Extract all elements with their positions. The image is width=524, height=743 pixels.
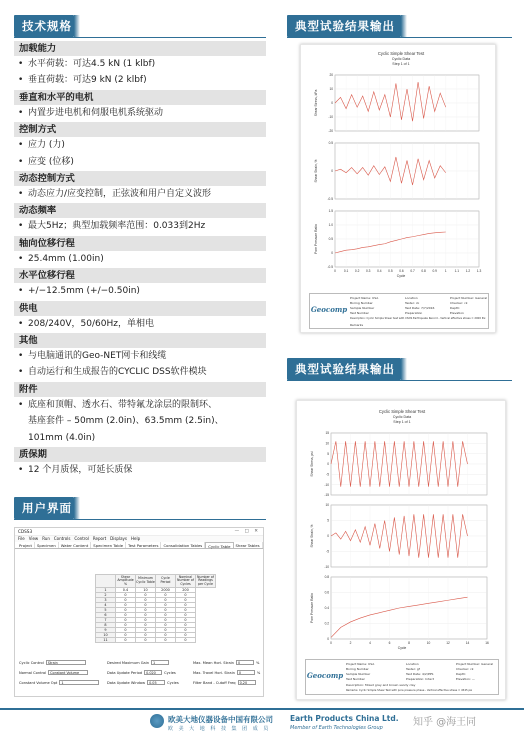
y-axis-label: Shear Strain, % xyxy=(314,159,318,183)
info-location: Location xyxy=(406,662,419,666)
y-tick-label: -10 xyxy=(324,482,329,487)
company-subtitle-cn: 欧 美 大 地 科 技 集 团 成 员 xyxy=(168,726,271,732)
software-screenshot xyxy=(14,527,264,697)
grid-cell[interactable]: 0 xyxy=(156,613,176,618)
y-tick-label: 0 xyxy=(327,637,329,642)
ui-field-input[interactable]: 1 xyxy=(59,680,99,685)
info-description: Description: Mixed gray and brown sandy clay xyxy=(346,683,416,687)
info-preparation: Preparation: Intact xyxy=(406,677,434,681)
spec-section-title: 轴向位移行程 xyxy=(14,236,266,251)
watermark: 知乎 @海王同 xyxy=(413,717,477,728)
ui-menu-item[interactable]: Displays xyxy=(110,536,127,541)
x-tick-label: 6 xyxy=(388,641,391,645)
company-name-cn: 欧美大地仪器设备中国有限公司 xyxy=(168,715,273,724)
spec-item-continuation: 101mm (4.0in) xyxy=(28,432,96,443)
results-header-2-divider xyxy=(287,380,512,381)
y-tick-label: 0 xyxy=(327,462,329,467)
y-tick-label: 0.6 xyxy=(324,590,329,595)
grid-row-index: 6 xyxy=(96,613,116,618)
chart-subtitle: Step 1 of 1 xyxy=(392,62,410,66)
x-tick-label: 0.6 xyxy=(399,269,404,273)
y-tick-label: 0.2 xyxy=(324,621,329,626)
chart-subtitle: Cyclic Data xyxy=(391,57,411,61)
company-subtitle-en: Member of Earth Technologies Group xyxy=(290,725,383,731)
x-tick-label: 0.9 xyxy=(432,269,437,273)
ui-titlebar xyxy=(15,528,263,536)
x-tick-label: 0.3 xyxy=(366,269,371,273)
ui-tab[interactable]: Specimen Table xyxy=(91,542,126,548)
y-tick-label: 0.5 xyxy=(328,141,333,146)
y-tick-label: 0 xyxy=(331,169,333,174)
grid-cell[interactable]: 0 xyxy=(156,608,176,613)
grid-cell[interactable]: 0 xyxy=(156,618,176,623)
x-tick-label: 1.1 xyxy=(454,269,460,273)
ui-field-unit: % xyxy=(255,660,260,665)
spec-section-title: 控制方式 xyxy=(14,122,266,137)
spec-item: • 水平荷载：可达4.5 kN (1 klbf) xyxy=(14,56,266,72)
grid-cell[interactable]: 0 xyxy=(156,598,176,603)
info-test-number: Test Number xyxy=(350,311,369,315)
ui-header: 用户界面 xyxy=(14,497,74,519)
spec-item: • 应力 (力) xyxy=(14,137,266,153)
chart-subtitle: Step 1 of 1 xyxy=(393,420,411,424)
ui-menu-item[interactable]: Control xyxy=(74,536,89,541)
ui-field xyxy=(107,680,179,685)
ui-field-label: Desired Maximum Gain xyxy=(107,660,149,665)
grid-corner xyxy=(96,575,116,588)
info-tester: Tester: gf xyxy=(406,667,420,671)
ui-menu-item[interactable]: Controls xyxy=(53,536,71,541)
ui-field-input[interactable]: 0.020 xyxy=(144,670,162,675)
info-boring-number: Boring Number xyxy=(350,301,373,305)
grid-cell[interactable]: 0 xyxy=(136,593,156,598)
grid-cell[interactable]: 0 xyxy=(116,618,136,623)
y-axis-label: Shear Stress, psi xyxy=(310,451,314,477)
grid-row-index: 3 xyxy=(96,598,116,603)
grid-cell[interactable]: 0 xyxy=(176,618,196,623)
y-tick-label: 1.5 xyxy=(328,209,333,214)
x-tick-label: 16 xyxy=(485,641,489,645)
chart-title: Cyclic Simple Shear Test xyxy=(377,51,425,56)
grid-cell[interactable]: 0 xyxy=(176,638,196,643)
grid-cell[interactable]: 0 xyxy=(116,608,136,613)
spec-section-title: 附件 xyxy=(14,382,266,397)
x-tick-label: 4 xyxy=(369,641,371,645)
ui-field xyxy=(19,670,88,675)
y-tick-label: 0 xyxy=(331,251,333,256)
grid-cell[interactable]: 0 xyxy=(156,623,176,628)
footer-line xyxy=(0,708,524,710)
x-tick-label: 0.1 xyxy=(343,269,349,273)
ui-field xyxy=(193,670,260,675)
spec-section-title: 动态控制方式 xyxy=(14,171,266,186)
grid-header: Nominal Number of Cycles xyxy=(177,574,194,586)
y-tick-label: 0.8 xyxy=(324,575,329,580)
ui-menu-item[interactable]: Report xyxy=(92,536,107,541)
chart-title: Cyclic Simple Shear Test xyxy=(378,409,426,414)
info-description: Description: Cyclic Simple Shear test with CSDS Earthquake Record - Vertical effective stress = 2000 Psi xyxy=(350,317,486,320)
x-tick-label: 8 xyxy=(408,641,410,645)
ui-field-label: Max. Travel Hori. Strain xyxy=(193,670,235,675)
y-tick-label: -15 xyxy=(324,493,329,498)
y-tick-label: -5 xyxy=(326,472,329,477)
x-tick-label: 0.2 xyxy=(354,269,360,273)
grid-cell[interactable]: 0 xyxy=(136,598,156,603)
grid-cell[interactable]: 0 xyxy=(116,633,136,638)
specs-list xyxy=(14,40,266,479)
info-project-name: Project Name: USA xyxy=(346,662,375,666)
grid-row-index: 10 xyxy=(96,633,116,638)
grid-cell[interactable]: 0 xyxy=(176,593,196,598)
footer xyxy=(0,708,524,743)
cyclic-table-grid xyxy=(95,574,216,643)
company-emblem-icon xyxy=(150,714,164,728)
x-tick-label: 12 xyxy=(446,641,450,645)
y-tick-label: 5 xyxy=(327,518,329,523)
grid-cell[interactable]: 0 xyxy=(116,603,136,608)
y-tick-label: 0 xyxy=(327,534,329,539)
spec-item: • 应变 (位移) xyxy=(14,154,266,170)
grid-cell[interactable]: 0 xyxy=(136,638,156,643)
y-tick-label: 20 xyxy=(329,73,333,78)
info-test-date: Test Date: 7/7/2016 xyxy=(405,306,435,310)
spec-section-title: 垂直和水平的电机 xyxy=(14,90,266,105)
chart-subtitle: Cyclic Data xyxy=(392,415,412,419)
window-buttons-icon: — □ ✕ xyxy=(234,529,260,534)
spec-item: • 12 个月质保，可延长质保 xyxy=(14,462,266,478)
x-tick-label: 0 xyxy=(334,269,336,273)
y-tick-label: 10 xyxy=(329,87,333,92)
info-project-number: Project Number: General xyxy=(450,296,488,300)
ui-field-label: Constant Volume Opt xyxy=(19,680,58,685)
x-tick-label: 1.2 xyxy=(465,269,471,273)
y-axis-label: Shear Stress, kPa xyxy=(314,89,318,117)
info-checker: Checker: ck xyxy=(450,301,468,305)
ui-field-label: Max. Mean Hori. Strain xyxy=(193,660,234,665)
y-axis-label: Pore Pressure Ratio xyxy=(310,593,314,623)
ui-field xyxy=(107,660,169,665)
ui-menu-item[interactable]: Run xyxy=(42,536,50,541)
specs-header: 技术规格 xyxy=(14,15,74,37)
grid-cell[interactable]: 0.4 xyxy=(116,588,136,593)
info-checker: Checker: ck xyxy=(456,667,474,671)
ui-tab[interactable]: Consolidation Tables xyxy=(161,542,205,548)
ui-field-unit: % xyxy=(256,670,261,675)
y-axis-label: Shear Strain, % xyxy=(310,524,314,548)
ui-tab[interactable]: Test Parameters xyxy=(126,542,161,548)
y-tick-label: -0.5 xyxy=(327,197,333,202)
info-test-date: Test Date: 4/2/PPS xyxy=(406,672,434,676)
grid-row-index: 7 xyxy=(96,618,116,623)
y-tick-label: -10 xyxy=(324,565,329,570)
y-tick-label: 1.0 xyxy=(328,223,333,228)
grid-cell[interactable]: 0 xyxy=(116,628,136,633)
x-tick-label: 0 xyxy=(330,641,332,645)
grid-cell[interactable]: 0 xyxy=(116,623,136,628)
ui-field-label: Data Update Window xyxy=(107,680,146,685)
y-tick-label: 0 xyxy=(331,101,333,106)
info-boring-number: Boring Number xyxy=(346,667,369,671)
grid-cell[interactable]: 200 xyxy=(176,588,196,593)
grid-header: Shear Amplitude % xyxy=(117,574,134,586)
y-tick-label: 0.5 xyxy=(328,237,333,242)
x-tick-label: 1 xyxy=(444,269,447,273)
ui-tab[interactable]: Specimen xyxy=(35,542,59,548)
y-tick-label: 5 xyxy=(327,451,329,456)
grid-header: Minimum Cyclic Table xyxy=(136,575,156,588)
spec-section-title: 质保期 xyxy=(14,447,266,462)
x-tick-label: 0.8 xyxy=(421,269,426,273)
spec-section-title: 动态频率 xyxy=(14,203,266,218)
ui-tab[interactable]: Shear Tables xyxy=(234,542,263,548)
grid-header: Cycle Period xyxy=(156,575,176,588)
table-row xyxy=(96,638,216,643)
ui-menu-item[interactable]: Help xyxy=(130,536,141,541)
x-tick-label: 2 xyxy=(349,641,352,645)
spec-section-title: 加载能力 xyxy=(14,41,266,56)
ui-field-input[interactable]: 0 xyxy=(237,670,255,675)
company-name-en: Earth Products China Ltd. xyxy=(290,714,399,723)
ui-field-input[interactable]: 0 xyxy=(236,660,254,665)
grid-cell[interactable]: 0 xyxy=(136,623,156,628)
grid-cell[interactable]: 0 xyxy=(176,598,196,603)
ui-field-unit: Cycles xyxy=(167,680,179,685)
x-tick-label: 0.4 xyxy=(377,269,382,273)
spec-section-title: 其他 xyxy=(14,333,266,348)
ui-tab[interactable]: Water Content xyxy=(59,542,92,548)
results-header-1-divider xyxy=(287,37,512,38)
grid-cell[interactable]: 0 xyxy=(136,608,156,613)
x-axis-label: Cycle xyxy=(397,646,407,650)
ui-field xyxy=(19,660,86,665)
ui-field-input[interactable]: 1 xyxy=(151,660,169,665)
results-chart-panel-2 xyxy=(296,400,506,700)
ui-field-input[interactable]: Constant Volume xyxy=(48,670,88,675)
spec-section-title: 供电 xyxy=(14,301,266,316)
x-tick-label: 0.7 xyxy=(410,269,415,273)
y-tick-label: -5 xyxy=(326,549,329,554)
grid-cell[interactable]: 0 xyxy=(156,593,176,598)
info-test-number: Test Number xyxy=(346,677,365,681)
info-tester: Tester: ck xyxy=(405,301,420,305)
grid-cell[interactable]: 0 xyxy=(136,633,156,638)
grid-row-index: 2 xyxy=(96,593,116,598)
grid-cell[interactable]: 0 xyxy=(176,628,196,633)
grid-cell[interactable]: 0 xyxy=(116,593,136,598)
results-chart-2 xyxy=(297,401,507,701)
ui-field-input[interactable]: Strain xyxy=(46,660,86,665)
spec-item: • 内置步进电机和伺服电机系统驱动 xyxy=(14,105,266,121)
info-depth: Depth: xyxy=(456,672,467,676)
spec-item: • 与电脑通讯的Geo-NET网卡和线缆 xyxy=(14,348,266,364)
grid-cell[interactable]: 0 xyxy=(116,638,136,643)
y-tick-label: -20 xyxy=(328,129,333,134)
ui-field xyxy=(19,680,99,685)
results-header-2: 典型试验结果输出 xyxy=(287,358,401,380)
results-chart-1 xyxy=(301,45,497,334)
grid-cell[interactable]: 0 xyxy=(136,628,156,633)
results-header-1: 典型试验结果输出 xyxy=(287,15,401,37)
grid-row-index: 5 xyxy=(96,608,116,613)
ui-header-divider xyxy=(14,519,266,520)
ui-field-input[interactable]: 0.20 xyxy=(238,680,256,685)
grid-cell[interactable]: 0 xyxy=(156,638,176,643)
ui-field-label: Filter Band - Cutoff Freq xyxy=(193,680,236,685)
grid-cell[interactable]: 0 xyxy=(136,618,156,623)
ui-tab[interactable]: Project xyxy=(17,542,35,548)
x-tick-label: 0.5 xyxy=(388,269,393,273)
grid-row-index: 11 xyxy=(96,638,116,643)
ui-tabs xyxy=(15,542,263,549)
spec-item-continuation: 基座套件 – 50mm (2.0in)、63.5mm (2.5in)、 xyxy=(28,416,224,427)
y-tick-label: -10 xyxy=(328,115,333,120)
specs-header-divider xyxy=(14,37,266,38)
ui-menu-item[interactable]: View xyxy=(28,536,39,541)
info-box-1 xyxy=(309,293,489,329)
info-preparation: Preparation xyxy=(405,311,423,315)
spec-item: • +/−12.5mm (+/−0.50in) xyxy=(14,283,266,299)
x-tick-label: 14 xyxy=(465,641,470,645)
spec-item: • 最大5Hz；典型加载频率范围：0.033到2Hz xyxy=(14,218,266,234)
ui-field xyxy=(193,680,256,685)
info-elevation: Elevation: — xyxy=(456,677,475,681)
y-axis-label: Pore Pressure Ratio xyxy=(314,224,318,254)
grid-cell[interactable]: 0 xyxy=(176,608,196,613)
info-location: Location xyxy=(405,296,418,300)
x-axis-label: Cycle xyxy=(396,274,406,278)
grid-cell[interactable]: 0 xyxy=(176,633,196,638)
grid-row-index: 8 xyxy=(96,623,116,628)
grid-cell[interactable]: 0 xyxy=(156,603,176,608)
ui-tab[interactable]: Cyclic Table xyxy=(205,542,233,548)
grid-row-index: 9 xyxy=(96,628,116,633)
info-depth: Depth: xyxy=(450,306,461,310)
ui-field xyxy=(107,670,176,675)
info-sample-number: Sample Number xyxy=(346,672,371,676)
geocomp-logo-icon: Geocomp xyxy=(306,670,344,680)
grid-header: Number of Readings per Cycle xyxy=(197,574,214,586)
grid-cell[interactable]: 0 xyxy=(156,628,176,633)
grid-cell[interactable]: 0 xyxy=(156,633,176,638)
grid-cell[interactable]: 0 xyxy=(136,613,156,618)
grid-row-index: 1 xyxy=(96,588,116,593)
grid-cell[interactable]: 0 xyxy=(116,598,136,603)
spec-item: • 25.4mm (1.00in) xyxy=(14,251,266,267)
grid-cell[interactable]: 0 xyxy=(176,613,196,618)
x-tick-label: 10 xyxy=(426,641,431,645)
info-remarks: Remarks: Cyclic Simple Shear Test with pore pressure phase - Vertical effective stress = 4545 psi xyxy=(346,689,473,692)
ui-menu-item[interactable]: File xyxy=(18,536,25,541)
info-remarks: Remarks xyxy=(350,323,364,327)
y-tick-label: -0.5 xyxy=(327,265,333,270)
info-elevation: Elevation xyxy=(450,311,464,315)
y-tick-label: 10 xyxy=(325,503,329,508)
ui-window-title: CDSS3 xyxy=(18,529,33,534)
spec-item: • 垂直荷载：可达9 kN (2 klbf) xyxy=(14,72,266,88)
info-box-2 xyxy=(305,659,499,695)
spec-item: • 自动运行和生成报告的CYCLIC DSS软件模块 xyxy=(14,364,266,380)
ui-field-input[interactable]: 0.05 xyxy=(147,680,165,685)
ui-field xyxy=(193,660,259,665)
geocomp-logo-icon: Geocomp xyxy=(310,304,348,314)
info-sample-number: Sample Number xyxy=(350,306,375,310)
grid-cell[interactable]: 10 xyxy=(136,588,156,593)
spec-section-title: 水平位移行程 xyxy=(14,268,266,283)
y-tick-label: 0.4 xyxy=(324,606,329,611)
ui-field-label: Cyclic Control xyxy=(19,660,44,665)
grid-cell[interactable]: 0 xyxy=(176,623,196,628)
ui-field-label: Data Update Period xyxy=(107,670,143,675)
grid-row-index: 4 xyxy=(96,603,116,608)
grid-cell[interactable]: 2000 xyxy=(156,588,176,593)
results-chart-panel-1 xyxy=(300,44,496,333)
ui-field-label: Normal Control xyxy=(19,670,47,675)
info-project-name: Project Name: USA xyxy=(350,296,379,300)
grid-cell[interactable]: 0 xyxy=(136,603,156,608)
y-tick-label: 10 xyxy=(325,441,329,446)
spec-item: • 208/240V，50/60Hz，单相电 xyxy=(14,316,266,332)
spec-item: • 动态应力/应变控制，正弦波和用户自定义波形 xyxy=(14,186,266,202)
x-tick-label: 1.3 xyxy=(476,269,482,273)
grid-cell[interactable]: 0 xyxy=(176,603,196,608)
grid-cell[interactable]: 0 xyxy=(116,613,136,618)
ui-field-unit: Cycles xyxy=(164,670,176,675)
spec-item: • 底座和顶帽、透水石、带特氟龙涂层的限制环、 xyxy=(14,397,266,413)
y-tick-label: 15 xyxy=(325,431,329,436)
info-project-number: Project Number: General xyxy=(456,662,494,666)
